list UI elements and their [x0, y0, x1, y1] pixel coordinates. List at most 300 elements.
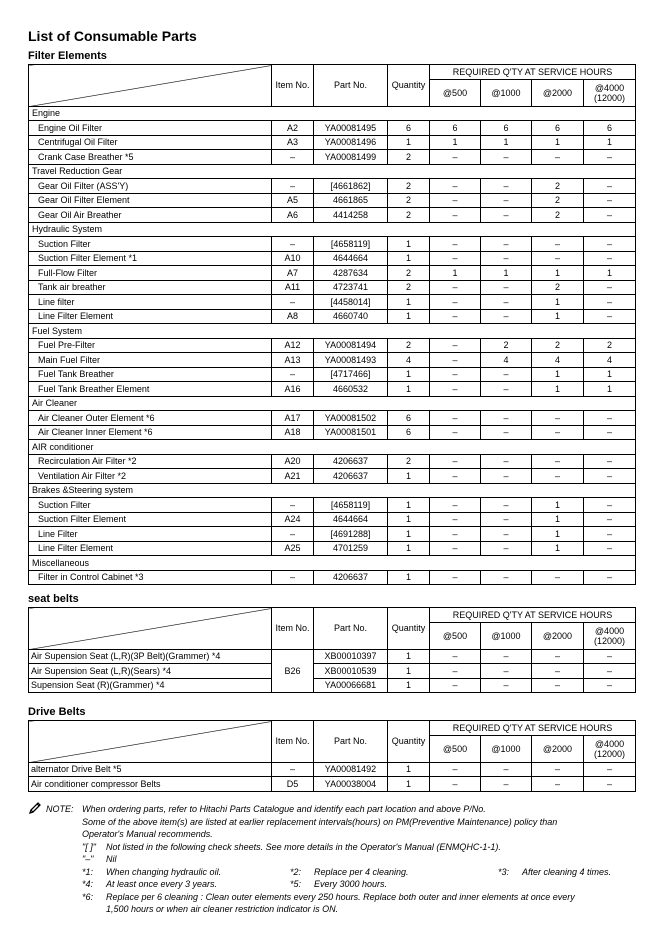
quantity: 1	[388, 512, 430, 527]
header-4000-label: @4000	[594, 738, 625, 749]
qty-2000-hours: –	[532, 411, 584, 426]
quantity: 2	[388, 150, 430, 165]
header-part-no: Part No.	[314, 65, 388, 107]
qty-500-hours: –	[430, 498, 481, 513]
quantity: 1	[388, 237, 430, 252]
qty-2000-hours: –	[532, 425, 584, 440]
item-no: A2	[272, 121, 314, 136]
quantity: 6	[388, 411, 430, 426]
item-no: A17	[272, 411, 314, 426]
qty-2000-hours: 1	[532, 382, 584, 397]
table-row	[29, 150, 636, 165]
quantity: 1	[388, 295, 430, 310]
note-text: Replace per 4 cleaning.	[314, 866, 409, 877]
table-row	[29, 425, 636, 440]
qty-500-hours: –	[430, 512, 481, 527]
qty-2000-hours: 1	[532, 309, 584, 324]
qty-4000-hours: –	[584, 237, 636, 252]
part-name: Suction Filter Element *1	[29, 251, 272, 266]
drive-belts-table	[28, 720, 636, 792]
quantity: 1	[388, 777, 430, 792]
qty-4000-hours: –	[584, 411, 636, 426]
group-label: Travel Reduction Gear	[29, 164, 636, 179]
header-diagonal-cell	[29, 65, 272, 107]
group-label: Air Cleaner	[29, 396, 636, 411]
item-no: A20	[272, 454, 314, 469]
table-row	[29, 121, 636, 136]
header-1000-hours: @1000	[481, 79, 532, 106]
item-no: –	[272, 498, 314, 513]
note-symbol: *4:	[82, 879, 94, 889]
note-symbol: *3:	[498, 866, 510, 877]
table-row	[29, 570, 636, 585]
item-no: A21	[272, 469, 314, 484]
item-no: A24	[272, 512, 314, 527]
qty-2000-hours: –	[532, 678, 584, 693]
table-row	[29, 469, 636, 484]
part-no: YA00081493	[314, 353, 388, 368]
header-12000-label: (12000)	[594, 92, 626, 103]
qty-1000-hours: –	[481, 179, 532, 194]
group-row	[29, 222, 636, 237]
quantity: 1	[388, 251, 430, 266]
note-line: Operator's Manual recommends.	[82, 829, 213, 839]
qty-2000-hours: 1	[532, 266, 584, 281]
qty-500-hours: –	[430, 411, 481, 426]
qty-1000-hours: 6	[481, 121, 532, 136]
note-symbol: *1:	[82, 866, 94, 877]
header-4000-hours	[584, 79, 636, 106]
qty-1000-hours: –	[481, 649, 532, 664]
section-title-seat-belts: seat belts	[28, 593, 79, 605]
qty-500-hours: –	[430, 338, 481, 353]
quantity: 2	[388, 208, 430, 223]
header-part-no: Part No.	[314, 721, 388, 763]
item-no: A3	[272, 135, 314, 150]
qty-500-hours: –	[430, 469, 481, 484]
header-12000-label: (12000)	[594, 635, 626, 646]
header-4000-hours	[584, 735, 636, 762]
part-name: Air Cleaner Outer Element *6	[29, 411, 272, 426]
part-name: Fuel Tank Breather Element	[29, 382, 272, 397]
item-no: –	[272, 179, 314, 194]
qty-500-hours: –	[430, 425, 481, 440]
qty-2000-hours: 1	[532, 527, 584, 542]
qty-2000-hours: –	[532, 777, 584, 792]
quantity: 2	[388, 338, 430, 353]
header-quantity: Quantity	[388, 721, 430, 763]
header-item-no: Item No.	[272, 721, 314, 763]
filter-elements-table	[28, 64, 636, 585]
header-required-qty: REQUIRED Q'TY AT SERVICE HOURS	[430, 608, 636, 623]
qty-4000-hours: –	[584, 469, 636, 484]
quantity: 1	[388, 762, 430, 777]
qty-4000-hours: –	[584, 150, 636, 165]
quantity: 1	[388, 367, 430, 382]
qty-1000-hours: 4	[481, 353, 532, 368]
qty-500-hours: –	[430, 353, 481, 368]
qty-2000-hours: 6	[532, 121, 584, 136]
part-no: 4661865	[314, 193, 388, 208]
page-title: List of Consumable Parts	[28, 28, 197, 44]
part-name: Suction Filter Element	[29, 512, 272, 527]
qty-500-hours: –	[430, 208, 481, 223]
part-no: [4658119]	[314, 237, 388, 252]
part-name: Gear Oil Filter Element	[29, 193, 272, 208]
qty-1000-hours: –	[481, 512, 532, 527]
header-1000-hours: @1000	[481, 735, 532, 762]
part-no: XB00010397	[314, 649, 388, 664]
part-no: YA00081492	[314, 762, 388, 777]
item-no: B26	[272, 649, 314, 693]
item-no: –	[272, 237, 314, 252]
qty-2000-hours: 2	[532, 193, 584, 208]
quantity: 1	[388, 527, 430, 542]
header-part-no: Part No.	[314, 608, 388, 650]
table-row	[29, 179, 636, 194]
header-4000-label: @4000	[594, 625, 625, 636]
item-no: –	[272, 527, 314, 542]
item-no: A10	[272, 251, 314, 266]
qty-1000-hours: –	[481, 664, 532, 679]
table-row	[29, 664, 636, 679]
part-no: 4723741	[314, 280, 388, 295]
part-no: YA00081501	[314, 425, 388, 440]
qty-1000-hours: –	[481, 454, 532, 469]
qty-1000-hours: –	[481, 541, 532, 556]
header-quantity: Quantity	[388, 65, 430, 107]
quantity: 1	[388, 570, 430, 585]
table-row	[29, 237, 636, 252]
note-line: Some of the above item(s) are listed at earlier replacement intervals(hours) on PM(Preventive Maintenance) policy than	[82, 816, 558, 827]
qty-4000-hours: –	[584, 678, 636, 693]
quantity: 2	[388, 193, 430, 208]
part-name: Line Filter	[29, 527, 272, 542]
qty-4000-hours: 2	[584, 338, 636, 353]
table-row	[29, 208, 636, 223]
qty-500-hours: –	[430, 762, 481, 777]
note-text: Not listed in the following check sheets. See more details in the Operator's Manual (ENMQHC-1-1).	[106, 841, 501, 852]
group-label: Miscellaneous	[29, 556, 636, 571]
qty-500-hours: –	[430, 649, 481, 664]
qty-2000-hours: 4	[532, 353, 584, 368]
qty-1000-hours: –	[481, 309, 532, 324]
qty-2000-hours: –	[532, 762, 584, 777]
group-row	[29, 396, 636, 411]
part-no: 4206637	[314, 570, 388, 585]
header-4000-hours	[584, 622, 636, 649]
part-name: Gear Oil Filter (ASS'Y)	[29, 179, 272, 194]
header-4000-label: @4000	[594, 82, 625, 93]
qty-4000-hours: –	[584, 309, 636, 324]
item-no: –	[272, 150, 314, 165]
qty-500-hours: –	[430, 251, 481, 266]
part-name: Crank Case Breather *5	[29, 150, 272, 165]
qty-500-hours: –	[430, 678, 481, 693]
item-no: –	[272, 762, 314, 777]
part-no: 4644664	[314, 251, 388, 266]
header-diagonal-cell	[29, 721, 272, 763]
quantity: 1	[388, 382, 430, 397]
group-label: Brakes &Steering system	[29, 483, 636, 498]
table-row	[29, 309, 636, 324]
qty-1000-hours: –	[481, 570, 532, 585]
table-row	[29, 135, 636, 150]
part-name: Main Fuel Filter	[29, 353, 272, 368]
header-2000-hours: @2000	[532, 79, 584, 106]
table-row	[29, 280, 636, 295]
qty-2000-hours: –	[532, 150, 584, 165]
qty-500-hours: –	[430, 179, 481, 194]
part-name: Engine Oil Filter	[29, 121, 272, 136]
table-row	[29, 527, 636, 542]
table-row	[29, 193, 636, 208]
part-no: 4287634	[314, 266, 388, 281]
qty-500-hours: –	[430, 777, 481, 792]
qty-4000-hours: –	[584, 649, 636, 664]
qty-4000-hours: –	[584, 280, 636, 295]
part-name: Fuel Tank Breather	[29, 367, 272, 382]
header-500-hours: @500	[430, 735, 481, 762]
item-no: A5	[272, 193, 314, 208]
table-row	[29, 382, 636, 397]
item-no: –	[272, 570, 314, 585]
note-text: 1,500 hours or when air cleaner restriction indicator is ON.	[106, 904, 339, 914]
qty-500-hours: –	[430, 570, 481, 585]
part-name: Suction Filter	[29, 498, 272, 513]
qty-500-hours: –	[430, 454, 481, 469]
qty-2000-hours: 2	[532, 179, 584, 194]
qty-4000-hours: 1	[584, 266, 636, 281]
quantity: 6	[388, 121, 430, 136]
part-name: Suction Filter	[29, 237, 272, 252]
qty-500-hours: –	[430, 527, 481, 542]
qty-4000-hours: –	[584, 664, 636, 679]
qty-500-hours: –	[430, 664, 481, 679]
part-no: XB00010539	[314, 664, 388, 679]
qty-4000-hours: –	[584, 251, 636, 266]
header-1000-hours: @1000	[481, 622, 532, 649]
qty-2000-hours: 1	[532, 541, 584, 556]
note-symbol: "[ ]"	[82, 841, 96, 852]
qty-1000-hours: –	[481, 678, 532, 693]
qty-1000-hours: –	[481, 237, 532, 252]
qty-1000-hours: 2	[481, 338, 532, 353]
quantity: 1	[388, 678, 430, 693]
qty-2000-hours: –	[532, 664, 584, 679]
part-name: Filter in Control Cabinet *3	[29, 570, 272, 585]
note-text: Every 3000 hours.	[314, 879, 388, 889]
table-row	[29, 678, 636, 693]
item-no: A16	[272, 382, 314, 397]
note-text: After cleaning 4 times.	[522, 866, 612, 877]
header-quantity: Quantity	[388, 608, 430, 650]
qty-1000-hours: –	[481, 777, 532, 792]
part-no: 4660532	[314, 382, 388, 397]
quantity: 6	[388, 425, 430, 440]
header-2000-hours: @2000	[532, 735, 584, 762]
part-no: 4206637	[314, 454, 388, 469]
seat-belts-table	[28, 607, 636, 693]
item-no: A6	[272, 208, 314, 223]
part-no: YA00081494	[314, 338, 388, 353]
part-no: [4661862]	[314, 179, 388, 194]
qty-4000-hours: 1	[584, 367, 636, 382]
table-row	[29, 295, 636, 310]
header-500-hours: @500	[430, 622, 481, 649]
qty-4000-hours: –	[584, 777, 636, 792]
qty-2000-hours: –	[532, 570, 584, 585]
table-row	[29, 367, 636, 382]
section-title-filter-elements: Filter Elements	[28, 50, 107, 62]
part-no: 4644664	[314, 512, 388, 527]
qty-4000-hours: –	[584, 512, 636, 527]
note-symbol: *2:	[290, 866, 302, 877]
section-title-drive-belts: Drive Belts	[28, 706, 86, 718]
part-no: [4458014]	[314, 295, 388, 310]
quantity: 2	[388, 179, 430, 194]
item-no: A8	[272, 309, 314, 324]
table-row	[29, 498, 636, 513]
qty-4000-hours: 6	[584, 121, 636, 136]
table-row	[29, 353, 636, 368]
qty-4000-hours: –	[584, 762, 636, 777]
qty-1000-hours: –	[481, 762, 532, 777]
qty-500-hours: –	[430, 541, 481, 556]
qty-4000-hours: –	[584, 454, 636, 469]
group-row	[29, 440, 636, 455]
item-no: A13	[272, 353, 314, 368]
quantity: 2	[388, 280, 430, 295]
qty-500-hours: –	[430, 280, 481, 295]
quantity: 1	[388, 135, 430, 150]
quantity: 4	[388, 353, 430, 368]
note-text: Nil	[106, 854, 117, 864]
item-no: A12	[272, 338, 314, 353]
quantity: 1	[388, 541, 430, 556]
item-no: D5	[272, 777, 314, 792]
item-no: A11	[272, 280, 314, 295]
qty-2000-hours: 1	[532, 367, 584, 382]
quantity: 2	[388, 454, 430, 469]
header-diagonal-cell	[29, 608, 272, 650]
part-name: Line filter	[29, 295, 272, 310]
qty-1000-hours: –	[481, 425, 532, 440]
quantity: 1	[388, 309, 430, 324]
part-name: Centrifugal Oil Filter	[29, 135, 272, 150]
pencil-icon	[28, 801, 42, 815]
quantity: 2	[388, 266, 430, 281]
qty-500-hours: –	[430, 295, 481, 310]
table-row	[29, 777, 636, 792]
part-no: 4414258	[314, 208, 388, 223]
qty-1000-hours: –	[481, 295, 532, 310]
qty-4000-hours: –	[584, 498, 636, 513]
part-name: Gear Oil Air Breather	[29, 208, 272, 223]
header-item-no: Item No.	[272, 608, 314, 650]
quantity: 1	[388, 649, 430, 664]
qty-500-hours: –	[430, 193, 481, 208]
table-row	[29, 649, 636, 664]
qty-500-hours: –	[430, 367, 481, 382]
qty-2000-hours: 1	[532, 135, 584, 150]
group-row	[29, 324, 636, 339]
qty-500-hours: –	[430, 150, 481, 165]
qty-4000-hours: –	[584, 527, 636, 542]
part-name: Air conditioner compressor Belts	[29, 777, 272, 792]
item-no: –	[272, 367, 314, 382]
part-no: YA00066681	[314, 678, 388, 693]
qty-1000-hours: 1	[481, 266, 532, 281]
qty-500-hours: 1	[430, 266, 481, 281]
qty-2000-hours: 2	[532, 208, 584, 223]
part-no: 4701259	[314, 541, 388, 556]
table-row	[29, 266, 636, 281]
part-no: YA00081499	[314, 150, 388, 165]
qty-2000-hours: –	[532, 469, 584, 484]
qty-1000-hours: –	[481, 469, 532, 484]
table-row	[29, 251, 636, 266]
qty-1000-hours: –	[481, 411, 532, 426]
qty-1000-hours: –	[481, 382, 532, 397]
table-row	[29, 411, 636, 426]
part-no: YA00081502	[314, 411, 388, 426]
group-row	[29, 483, 636, 498]
qty-1000-hours: –	[481, 367, 532, 382]
qty-4000-hours: –	[584, 208, 636, 223]
qty-2000-hours: –	[532, 237, 584, 252]
table-row	[29, 541, 636, 556]
qty-2000-hours: 1	[532, 512, 584, 527]
qty-2000-hours: –	[532, 649, 584, 664]
table-row	[29, 338, 636, 353]
group-row	[29, 106, 636, 121]
qty-4000-hours: 1	[584, 382, 636, 397]
qty-1000-hours: 1	[481, 135, 532, 150]
part-no: YA00081495	[314, 121, 388, 136]
group-label: AIR conditioner	[29, 440, 636, 455]
qty-500-hours: 6	[430, 121, 481, 136]
note-symbol: *5:	[290, 879, 302, 889]
qty-1000-hours: –	[481, 498, 532, 513]
qty-4000-hours: –	[584, 295, 636, 310]
part-no: [4658119]	[314, 498, 388, 513]
note-text: At least once every 3 years.	[106, 879, 218, 889]
qty-4000-hours: –	[584, 179, 636, 194]
group-row	[29, 556, 636, 571]
header-item-no: Item No.	[272, 65, 314, 107]
qty-1000-hours: –	[481, 527, 532, 542]
header-12000-label: (12000)	[594, 748, 626, 759]
quantity: 1	[388, 498, 430, 513]
part-name: Line Filter Element	[29, 309, 272, 324]
table-row	[29, 762, 636, 777]
header-required-qty: REQUIRED Q'TY AT SERVICE HOURS	[430, 65, 636, 80]
qty-2000-hours: 1	[532, 295, 584, 310]
qty-1000-hours: –	[481, 208, 532, 223]
part-no: 4206637	[314, 469, 388, 484]
part-name: Air Supension Seat (L,R)(3P Belt)(Grammer) *4	[29, 649, 272, 664]
note-text: Replace per 6 cleaning : Clean outer elements every 250 hours. Replace both outer and inner elements at once every	[106, 891, 575, 902]
group-label: Fuel System	[29, 324, 636, 339]
qty-2000-hours: 2	[532, 338, 584, 353]
part-no: [4717466]	[314, 367, 388, 382]
table-row	[29, 454, 636, 469]
qty-2000-hours: 2	[532, 280, 584, 295]
qty-1000-hours: –	[481, 251, 532, 266]
table-row	[29, 512, 636, 527]
item-no: A7	[272, 266, 314, 281]
